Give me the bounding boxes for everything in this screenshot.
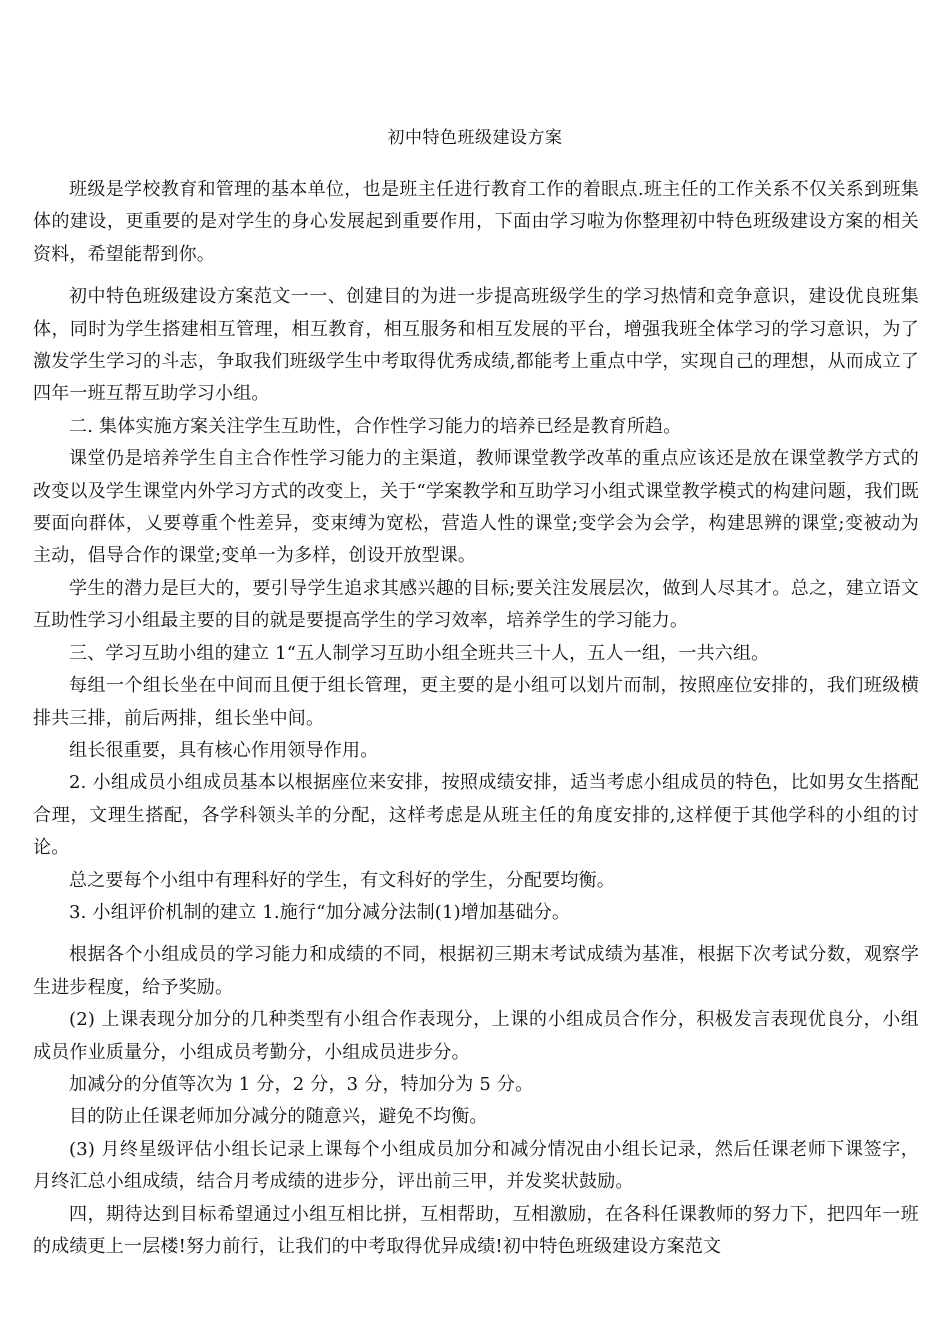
paragraph-class-performance: (2) 上课表现分加分的几种类型有小组合作表现分，上课的小组成员合作分，积极发言表现优良分，小组成员作业质量分，小组成员考勤分，小组成员进步分。 xyxy=(33,1009,919,1063)
paragraph-score-levels: 加减分的分值等次为 1 分，2 分，3 分，特加分为 5 分。 xyxy=(69,1073,534,1095)
paragraph-evaluation: 3. 小组评价机制的建立 1.施行“加分减分法制(1)增加基础分。 xyxy=(69,901,571,923)
paragraph-leader-role: 组长很重要，具有核心作用领导作用。 xyxy=(69,739,379,761)
paragraph-group-setup: 三、学习互助小组的建立 1“五人制学习互助小组全班共三十人，五人一组，一共六组。 xyxy=(69,642,770,664)
paragraph-goals: 四，期待达到目标希望通过小组互相比拼，互相帮助，互相激励，在各科任课教师的努力下，把四年一班的成绩更上一层楼!努力前行，让我们的中考取得优异成绩!初中特色班级建设方案范文 xyxy=(33,1203,919,1257)
paragraph-potential: 学生的潜力是巨大的，要引导学生追求其感兴趣的目标;要关注发展层次，做到人尽其才。总之，建立语文互助性学习小组最主要的目的就是要提高学生的学习效率，培养学生的学习能力。 xyxy=(33,577,919,632)
paragraph-fairness: 目的防止任课老师加分减分的随意兴，避免不均衡。 xyxy=(69,1106,488,1128)
paragraph-members: 2. 小组成员小组成员基本以根据座位来安排，按照成绩安排，适当考虑小组成员的特色，比如男女生搭配合理，文理生搭配，各学科领头羊的分配，这样考虑是从班主任的角度安排的,这样便于其他学科的小组的讨论。 xyxy=(33,772,919,859)
paragraph-purpose: 初中特色班级建设方案范文一一、创建目的为进一步提高班级学生的学习热情和竞争意识，建设优良班集体，同时为学生搭建相互管理，相互教育，相互服务和相互发展的平台，增强我班全体学习的学习意识，为了激发学生学习的斗志，争取我们班级学生中考取得优秀成绩,都能考上重点中学，实现自己的理想，从而成立了四年一班互帮互助学习小组。 xyxy=(33,286,919,405)
document-title: 初中特色班级建设方案 xyxy=(387,128,563,148)
paragraph-group-leader-seat: 每组一个组长坐在中间而且便于组长管理，更主要的是小组可以划片而制，按照座位安排的，我们班级横排共三排，前后两排，组长坐中间。 xyxy=(33,675,919,729)
paragraph-base-score: 根据各个小组成员的学习能力和成绩的不同，根据初三期末考试成绩为基准，根据下次考试分数，观察学生进步程度，给予奖励。 xyxy=(33,944,919,998)
paragraph-intro: 班级是学校教育和管理的基本单位，也是班主任进行教育工作的着眼点.班主任的工作关系不仅关系到班集体的建设，更重要的是对学生的身心发展起到重要作用，下面由学习啦为你整理初中特色班级建设方案的相关资料，希望能帮到你。 xyxy=(33,179,919,265)
paragraph-balance: 总之要每个小组中有理科好的学生，有文科好的学生，分配要均衡。 xyxy=(69,869,615,891)
paragraph-classroom: 课堂仍是培养学生自主合作性学习能力的主渠道，教师课堂教学改革的重点应该还是放在课堂教学方式的改变以及学生课堂内外学习方式的改变上，关于“学案教学和互助学习小组式课堂教学模式的构建问题，我们既要面向群体，乂要尊重个性差异，变束缚为宽松，营造人性的课堂;变学会为会学，构建思辨的课堂;变被动为主动，倡导合作的课堂;变单一为多样，创设开放型课。 xyxy=(33,448,919,567)
paragraph-plan: 二. 集体实施方案关注学生互助性，合作性学习能力的培养已经是教育所趋。 xyxy=(69,415,682,437)
paragraph-monthly-rating: (3) 月终星级评估小组长记录上课每个小组成员加分和减分情况由小组长记录，然后任课老师下课签字，月终汇总小组成绩，结合月考成绩的进步分，评出前三甲，并发奖状鼓励。 xyxy=(33,1138,919,1193)
document-body xyxy=(33,174,919,1263)
